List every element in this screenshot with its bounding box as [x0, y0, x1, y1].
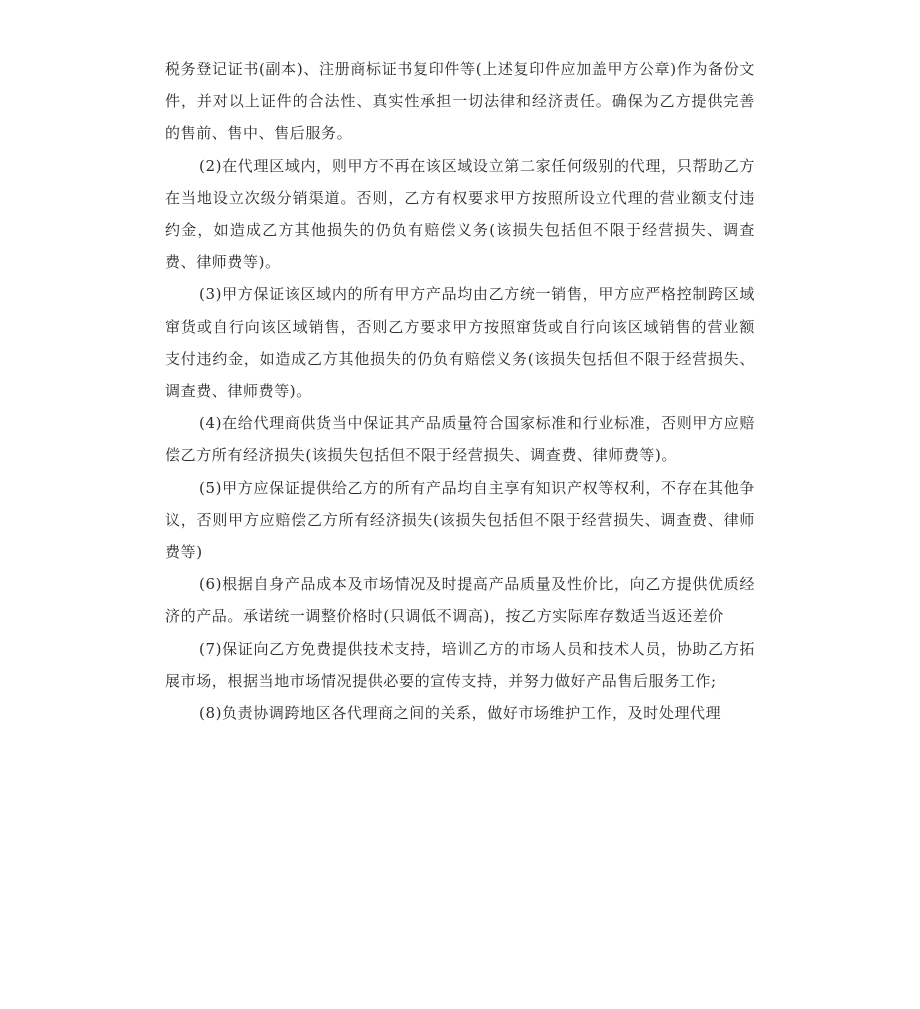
clause-5: (5)甲方应保证提供给乙方的所有产品均自主享有知识产权等权利，不存在其他争议，否则甲方应赔偿乙方所有经济损失(该损失包括但不限于经营损失、调查费、律师费等)	[165, 478, 755, 562]
clause-2: (2)在代理区域内，则甲方不再在该区域设立第二家任何级别的代理，只帮助乙方在当地设立次级分销渠道。否则，乙方有权要求甲方按照所设立代理的营业额支付违约金，如造成乙方其他损失的仍负有赔偿义务(该损失包括但不限于经营损失、调查费、律师费等)。	[165, 156, 755, 272]
clause-7: (7)保证向乙方免费提供技术支持，培训乙方的市场人员和技术人员，协助乙方拓展市场，根据当地市场情况提供必要的宣传支持，并努力做好产品售后服务工作;	[165, 639, 755, 690]
clause-8: (8)负责协调跨地区各代理商之间的关系，做好市场维护工作，及时处理代理	[199, 704, 722, 723]
clause-3: (3)甲方保证该区域内的所有甲方产品均由乙方统一销售，甲方应严格控制跨区域窜货或自行向该区域销售，否则乙方要求甲方按照窜货或自行向该区域销售的营业额支付违约金，如造成乙方其他损失的仍负有赔偿义务(该损失包括但不限于经营损失、调查费、律师费等)。	[165, 285, 755, 401]
document-body	[165, 53, 755, 729]
clause-4: (4)在给代理商供货当中保证其产品质量符合国家标准和行业标准，否则甲方应赔偿乙方所有经济损失(该损失包括但不限于经营损失、调查费、律师费等)。	[165, 414, 755, 465]
paragraph-continuation: 税务登记证书(副本)、注册商标证书复印件等(上述复印件应加盖甲方公章)作为备份文件，并对以上证件的合法性、真实性承担一切法律和经济责任。确保为乙方提供完善的售前、售中、售后服务。	[165, 60, 755, 143]
clause-6: (6)根据自身产品成本及市场情况及时提高产品质量及性价比，向乙方提供优质经济的产品。承诺统一调整价格时(只调低不调高)，按乙方实际库存数适当返还差价	[165, 575, 755, 626]
